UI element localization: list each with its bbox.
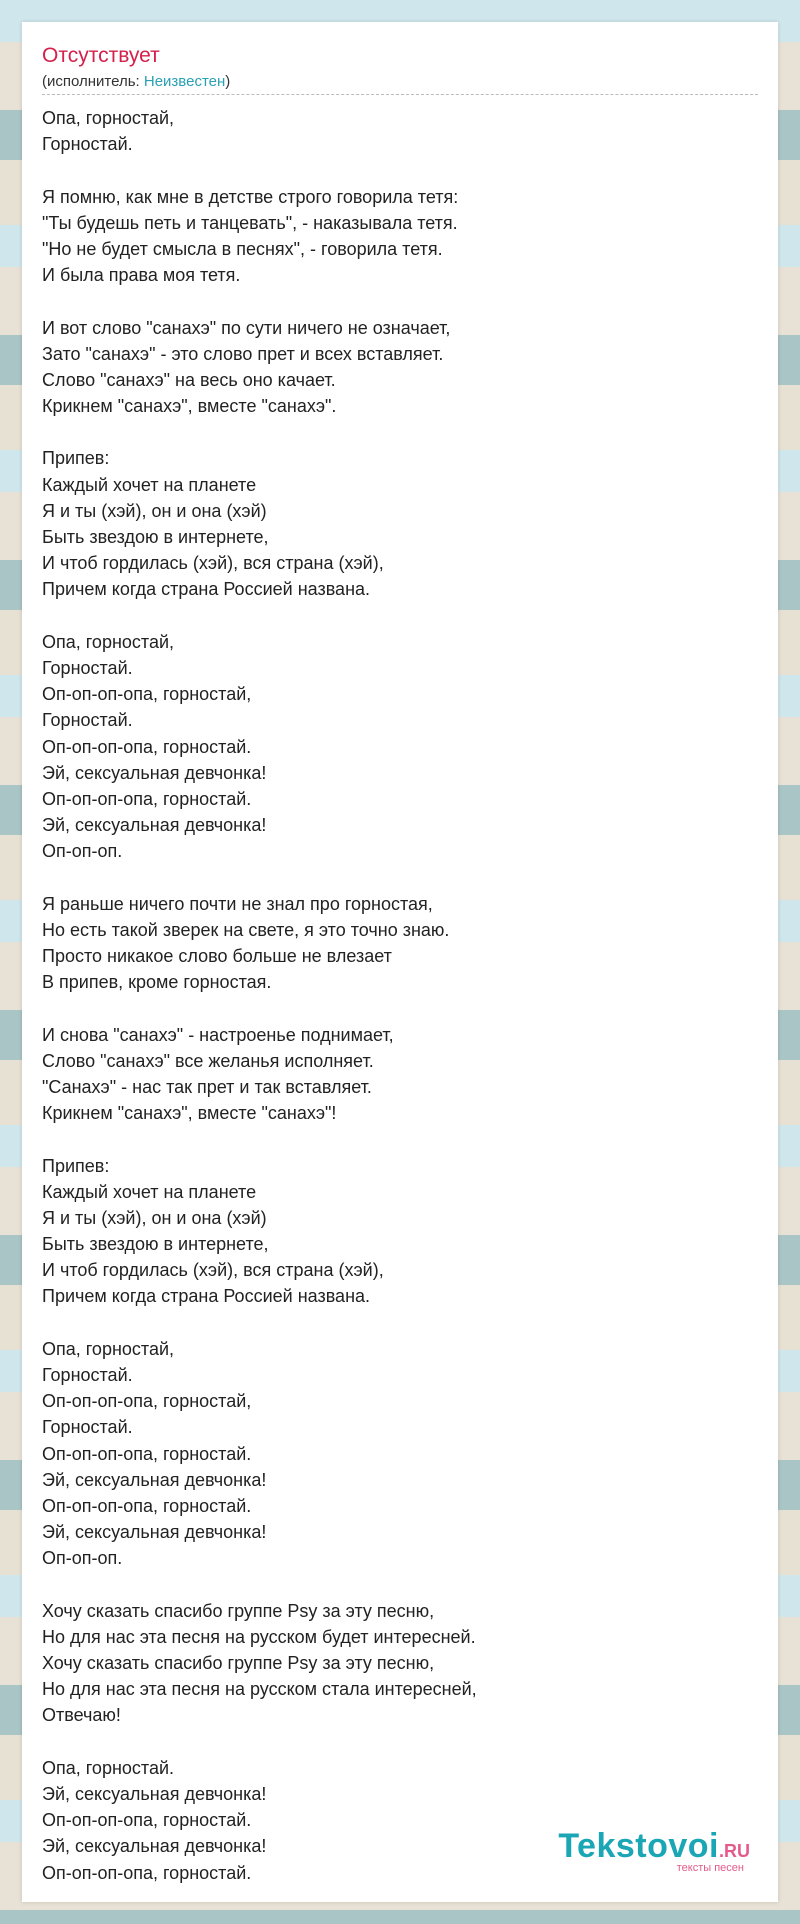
lyric-line <box>42 419 758 445</box>
lyric-line: Каждый хочет на планете <box>42 1181 257 1202</box>
lyric-line: Зато "санахэ" - это слово прет и всех вставляет. <box>42 343 444 364</box>
lyric-line: Слово "санахэ" на весь оно качает. <box>42 369 336 390</box>
lyric-line: Просто никакое слово больше не влезает <box>42 946 392 966</box>
lyric-line: И вот слово "санахэ" по сути ничего не означает, <box>42 317 451 338</box>
lyric-line: Эй, сексуальная девчонка! <box>42 1784 267 1804</box>
lyric-line: Я помню, как мне в детстве строго говорила тетя: <box>42 186 459 207</box>
lyric-line: Эй, сексуальная девчонка! <box>42 1522 267 1543</box>
lyric-line: Оп-оп-оп-опа, горностай. <box>42 1495 252 1516</box>
lyric-line: В припев, кроме горностая. <box>42 972 272 993</box>
lyric-line: Горностай. <box>42 657 133 678</box>
performer-line <box>42 73 230 90</box>
performer-prefix: (исполнитель: <box>42 73 144 90</box>
lyric-line: Оп-оп-оп-опа, горностай, <box>42 1391 252 1412</box>
lyric-line <box>42 1310 758 1336</box>
lyric-line: "Но не будет смысла в песнях", - говорила тетя. <box>42 238 443 259</box>
lyric-line: Оп-оп-оп. <box>42 841 123 862</box>
title-divider <box>42 94 758 95</box>
lyric-line: И снова "санахэ" - настроенье поднимает, <box>42 1024 394 1045</box>
lyric-line: Эй, сексуальная девчонка! <box>42 815 267 836</box>
lyric-line: Оп-оп-оп-опа, горностай. <box>42 1862 252 1883</box>
lyric-line: И чтоб гордилась (хэй), вся страна (хэй), <box>42 1260 384 1281</box>
lyric-line: Припев: <box>42 448 110 469</box>
lyric-line <box>42 1729 758 1755</box>
lyric-line: Но есть такой зверек на свете, я это точно знаю. <box>42 919 450 940</box>
lyric-line: Оп-оп-оп-опа, горностай. <box>42 788 252 809</box>
lyric-line: Отвечаю! <box>42 1705 121 1726</box>
lyric-line: Оп-оп-оп. <box>42 1548 123 1569</box>
site-logo[interactable] <box>558 1827 750 1874</box>
lyrics-card <box>22 22 778 1902</box>
lyric-line: Крикнем "санахэ", вместе "санахэ". <box>42 396 337 417</box>
lyric-line: Причем когда страна Россией названа. <box>42 1286 371 1307</box>
lyric-line: Оп-оп-оп-опа, горностай. <box>42 736 252 757</box>
logo-tld: .RU <box>719 1841 750 1861</box>
lyric-line: Быть звездою в интернете, <box>42 1234 269 1255</box>
lyric-line: Опа, горностай, <box>42 631 175 652</box>
lyric-line: И чтоб гордилась (хэй), вся страна (хэй), <box>42 553 384 574</box>
performer-suffix: ) <box>225 73 231 90</box>
logo-name: Tekstovoi <box>558 1827 719 1865</box>
lyric-line <box>42 1572 758 1598</box>
lyric-line: Припев: <box>42 1155 110 1176</box>
lyric-line: Я раньше ничего почти не знал про горностая, <box>42 893 433 914</box>
lyric-line: Горностай. <box>42 134 133 155</box>
performer-link[interactable]: Неизвестен <box>143 73 226 90</box>
lyric-line: Каждый хочет на планете <box>42 474 257 495</box>
lyric-line <box>42 603 758 629</box>
lyric-line <box>42 995 758 1021</box>
lyric-line: Крикнем "санахэ", вместе "санахэ"! <box>42 1103 337 1124</box>
lyric-line: Но для нас эта песня на русском стала интересней, <box>42 1679 477 1700</box>
lyrics-text <box>42 105 758 1886</box>
lyric-line: Хочу сказать спасибо группе Psy за эту песню, <box>42 1653 435 1674</box>
lyric-line: Опа, горностай, <box>42 108 175 128</box>
lyric-line: Опа, горностай. <box>42 1757 175 1778</box>
lyric-line: Эй, сексуальная девчонка! <box>42 1836 267 1857</box>
lyric-line: Опа, горностай, <box>42 1338 175 1359</box>
lyric-line: Хочу сказать спасибо группе Psy за эту песню, <box>42 1600 435 1621</box>
lyric-line: Горностай. <box>42 1417 133 1438</box>
lyric-line: Оп-оп-оп-опа, горностай, <box>42 684 252 705</box>
lyric-line <box>42 1126 758 1152</box>
lyric-line: Эй, сексуальная девчонка! <box>42 762 267 783</box>
logo-tagline: тексты песен <box>676 1862 744 1874</box>
lyric-line: Слово "санахэ" все желанья исполняет. <box>42 1050 374 1071</box>
lyric-line: Горностай. <box>42 710 133 731</box>
song-title: Отсутствует <box>42 44 160 67</box>
lyric-line: Оп-оп-оп-опа, горностай. <box>42 1810 252 1831</box>
lyric-line: "Санахэ" - нас так прет и так вставляет. <box>42 1076 372 1097</box>
lyric-line <box>42 864 758 890</box>
lyric-line <box>42 157 758 183</box>
lyric-line: "Ты будешь петь и танцевать", - наказывала тетя. <box>42 212 458 233</box>
lyric-line: Оп-оп-оп-опа, горностай. <box>42 1443 252 1464</box>
lyric-line: Эй, сексуальная девчонка! <box>42 1469 267 1490</box>
lyric-line: Горностай. <box>42 1365 133 1385</box>
lyric-line: И была права моя тетя. <box>42 265 241 286</box>
lyric-line: Причем когда страна Россией названа. <box>42 579 371 600</box>
lyric-line: Быть звездою в интернете, <box>42 527 269 547</box>
lyric-line <box>42 288 758 314</box>
lyric-line: Я и ты (хэй), он и она (хэй) <box>42 1207 267 1228</box>
lyric-line: Но для нас эта песня на русском будет интересней. <box>42 1626 476 1647</box>
lyric-line: Я и ты (хэй), он и она (хэй) <box>42 500 267 521</box>
